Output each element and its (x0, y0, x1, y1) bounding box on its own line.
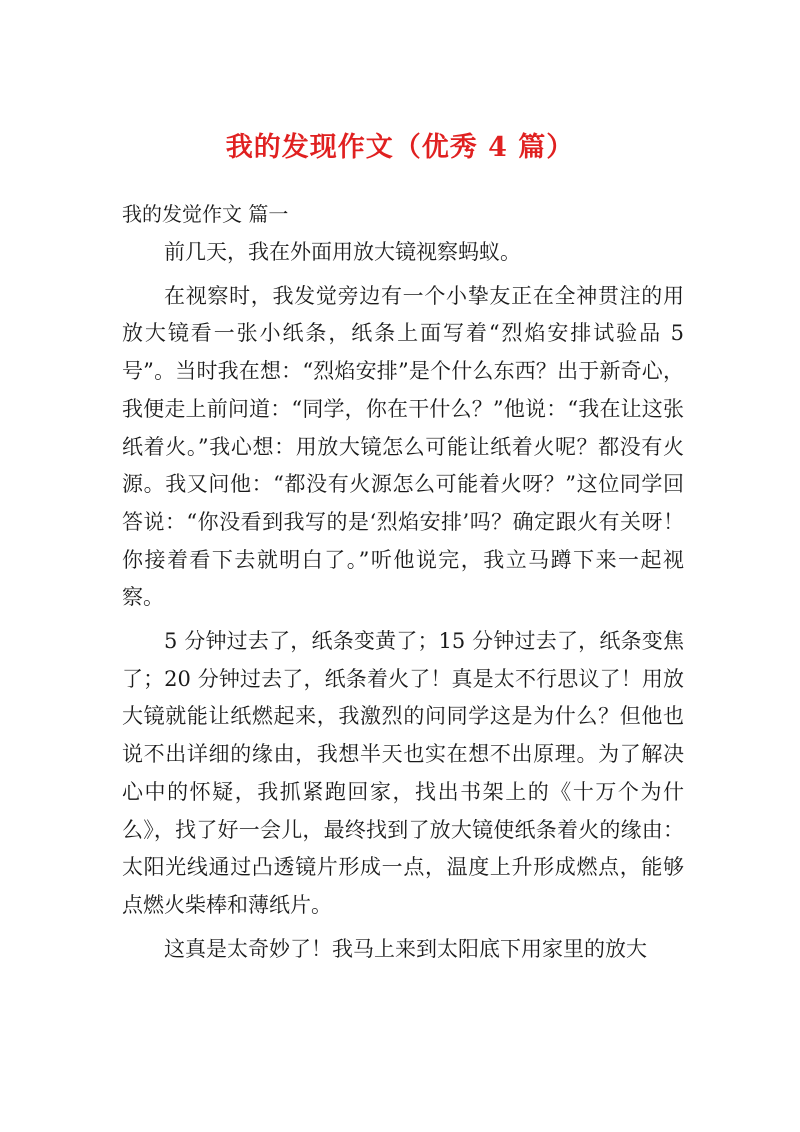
document-body (122, 196, 684, 974)
document-title: 我的发现作文（优秀 4 篇） (225, 132, 575, 163)
paragraph-1: 前几天，我在外面用放大镜视察蚂蚁。 (164, 240, 521, 264)
paragraph-4: 这真是太奇妙了！我马上来到太阳底下用家里的放大 (164, 936, 647, 961)
paragraph-2: 在视察时，我发觉旁边有一个小挚友正在全神贯注的用放大镜看一张小纸条，纸条上面写着“烈焰安排试验品 5 号”。当时我在想：“烈焰安排”是个什么东西？出于新奇心，我便走上前问道：“同学，你在干什么？”他说：“我在让这张纸着火。”我心想：用放大镜怎么可能让纸着火呢？都没有火源。我又问他：“都没有火源怎么可能着火呀？”这位同学回答说：“你没看到我写的是‘烈焰安排’吗？确定跟火有关呀！你接着看下去就明白了。”听他说完，我立马蹲下来一起视察。 (122, 283, 684, 610)
section-heading: 我的发觉作文 篇一 (122, 202, 289, 226)
paragraph-3: 5 分钟过去了，纸条变黄了；15 分钟过去了，纸条变焦了；20 分钟过去了，纸条着火了！真是太不行思议了！用放大镜就能让纸燃起来，我激烈的问同学这是为什么？但他也说不出详细的缘由，我想半天也实在想不出原理。为了解决心中的怀疑，我抓紧跑回家，找出书架上的《十万个为什么》，找了好一会儿，最终找到了放大镜使纸条着火的缘由：太阳光线通过凸透镜片形成一点，温度上升形成燃点，能够点燃火柴棒和薄纸片。 (122, 629, 684, 917)
